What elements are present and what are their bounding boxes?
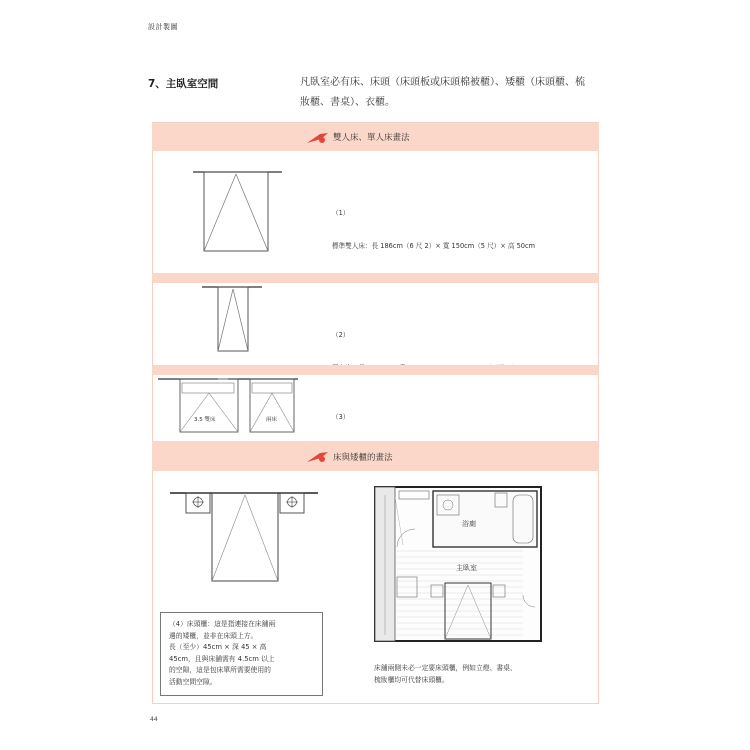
double-bed-drawing	[190, 168, 290, 258]
note-4-line-6: 活動空間空隙。	[169, 677, 217, 686]
separator	[152, 273, 599, 283]
caption-line-2: 梳妝櫃均可代替床頭櫃。	[374, 676, 449, 684]
note-1-line-1: 標準雙人床：長 186cm（6 尺 2）× 寬 150cm（5 尺）× 高 50cm	[332, 242, 536, 250]
note-3-number: （3）	[332, 413, 350, 421]
special-bed-label-left: 3.5 雙床	[194, 417, 216, 423]
caption-line-1: 床舖兩側未必一定要床頭櫃，例如立燈、書桌、	[374, 664, 517, 672]
room-label-master: 主臥室	[456, 564, 477, 572]
separator	[152, 365, 599, 375]
band-title-1: 雙人床、單人床畫法	[333, 133, 410, 143]
room-label-bath: 浴廁	[462, 520, 476, 528]
intro-line-2: 妝櫃、書桌）、衣櫃。	[300, 97, 395, 108]
note-4-line-3: 長（至少）45cm × 深 45 × 高	[169, 643, 267, 651]
section-title: 7、主臥室空間	[148, 78, 219, 90]
note-1-number: （1）	[332, 209, 350, 217]
single-bed-drawing	[200, 284, 270, 356]
pencil-icon	[306, 131, 330, 145]
band-title-2: 床與矮櫃的畫法	[333, 453, 393, 463]
pencil-icon	[306, 450, 330, 464]
note-2-number: （2）	[332, 331, 350, 339]
running-header: 設計製圖	[148, 23, 178, 31]
floor-plan-caption	[374, 662, 517, 686]
note-4-line-4: 45cm，且與床舖需有 4.5cm 以上	[169, 654, 275, 663]
page-number: 44	[150, 716, 158, 723]
section-intro	[300, 73, 600, 113]
special-bed-label-right: 兩床	[266, 417, 278, 423]
nightstand-note	[160, 612, 323, 696]
note-4-line-5: 的空隙，這是包床單所需要使用的	[169, 666, 271, 674]
note-4-line-1: （4）床頭櫃：這是指連接在床舖兩	[169, 620, 276, 628]
special-bed-drawing	[158, 375, 308, 437]
note-4-line-2: 邊的矮櫃，並非在床頭上方。	[169, 631, 258, 640]
bed-with-nightstands-drawing	[170, 488, 320, 588]
intro-line-1: 凡臥室必有床、床頭（床頭板或床頭棉被櫃）、矮櫃（床頭櫃、梳	[300, 77, 585, 88]
